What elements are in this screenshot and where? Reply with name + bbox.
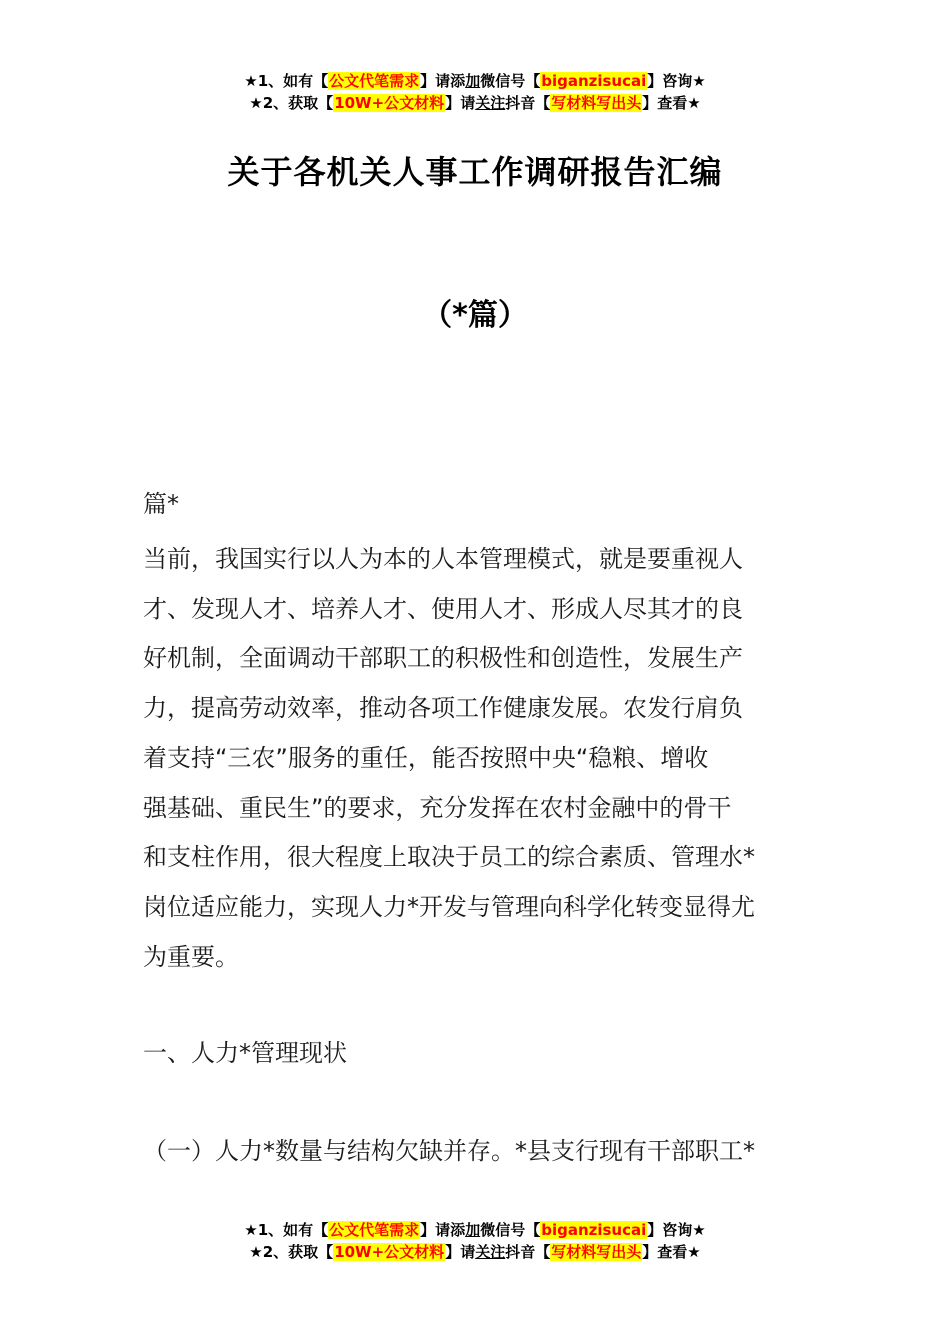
banner-text: 抖音【	[505, 94, 551, 112]
banner-text: 】查看★	[642, 1243, 701, 1261]
paragraph-line: 才、发现人才、培养人才、使用人才、形成人尽其才的良	[143, 594, 743, 623]
banner-text: 】咨询★	[647, 1221, 706, 1239]
banner-highlight-service: 公文代笔需求	[329, 72, 420, 90]
banner-text: 】请添	[420, 1221, 466, 1239]
banner-line-2	[0, 1241, 950, 1263]
banner-text: ★2、获取【	[249, 1243, 334, 1261]
banner-text: 】请	[445, 94, 476, 112]
banner-underlined-text: 关注	[475, 1243, 506, 1261]
banner-text: 】咨询★	[647, 72, 706, 90]
document-title: 关于各机关人事工作调研报告汇编	[227, 153, 723, 191]
paragraph-line: 和支柱作用，很大程度上取决于员工的综合素质、管理水*	[143, 843, 755, 872]
banner-underlined-text: 加	[465, 1221, 481, 1239]
paragraph-line: 岗位适应能力，实现人力*开发与管理向科学化转变显得尤	[143, 892, 755, 921]
banner-highlight-materials: 10W+公文材料	[334, 94, 445, 112]
banner-highlight-wechat-id: biganzisucai	[541, 72, 647, 90]
chapter-label: 篇*	[143, 490, 179, 518]
banner-text: ★1、如有【	[244, 72, 329, 90]
subsection-heading: （一）人力*数量与结构欠缺并存。*县支行现有干部职工*	[143, 1137, 755, 1165]
section-heading: 一、人力*管理现状	[143, 1039, 347, 1067]
paragraph-line: 着支持“三农”服务的重任，能否按照中央“稳粮、增收	[143, 743, 709, 772]
banner-line-1	[0, 1219, 950, 1241]
banner-text: 】查看★	[642, 94, 701, 112]
banner-text: 微信号【	[480, 72, 541, 90]
paragraph-line: 当前，我国实行以人为本的人本管理模式，就是要重视人	[143, 545, 743, 573]
banner-highlight-service: 公文代笔需求	[329, 1221, 420, 1239]
banner-text: ★2、获取【	[249, 94, 334, 112]
banner-text: 微信号【	[480, 1221, 541, 1239]
document-subtitle: （*篇）	[422, 298, 528, 333]
body-paragraph	[143, 535, 813, 982]
banner-highlight-douyin-id: 写材料写出头	[551, 1243, 642, 1261]
banner-text: ★1、如有【	[244, 1221, 329, 1239]
header-banner	[0, 70, 950, 114]
footer-banner	[0, 1219, 950, 1263]
paragraph-line: 好机制，全面调动干部职工的积极性和创造性，发展生产	[143, 644, 743, 673]
banner-highlight-douyin-id: 写材料写出头	[551, 94, 642, 112]
banner-underlined-text: 加	[465, 72, 481, 90]
banner-line-2	[0, 92, 950, 114]
paragraph-line: 为重要。	[143, 942, 239, 971]
banner-text: 抖音【	[505, 1243, 551, 1261]
banner-highlight-wechat-id: biganzisucai	[541, 1221, 647, 1239]
banner-underlined-text: 关注	[475, 94, 506, 112]
banner-text: 】请	[445, 1243, 476, 1261]
banner-highlight-materials: 10W+公文材料	[334, 1243, 445, 1261]
paragraph-line: 强基础、重民生”的要求，充分发挥在农村金融中的骨干	[143, 793, 732, 822]
banner-line-1	[0, 70, 950, 92]
banner-text: 】请添	[420, 72, 466, 90]
paragraph-line: 力，提高劳动效率，推动各项工作健康发展。农发行肩负	[143, 694, 743, 723]
